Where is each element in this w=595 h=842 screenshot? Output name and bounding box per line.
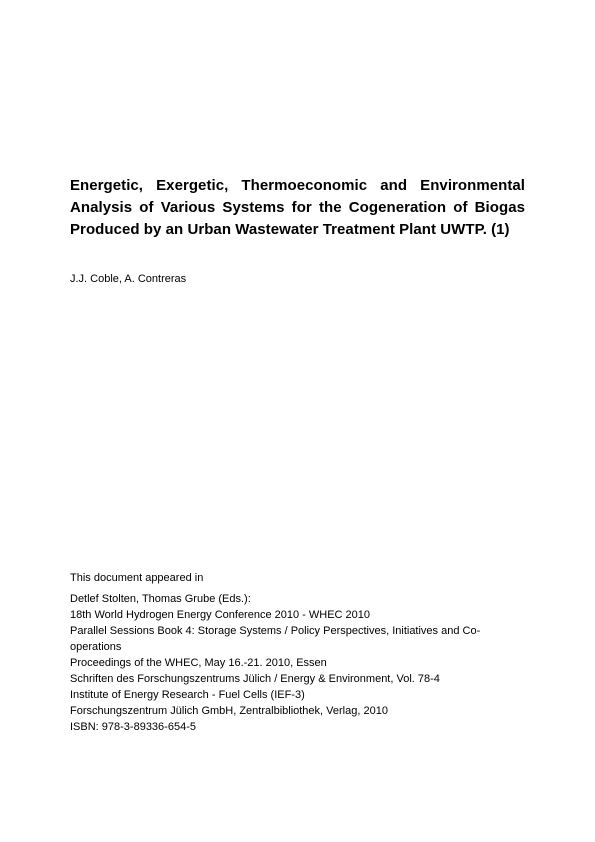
publication-details-list — [70, 591, 530, 735]
publication-editors: Detlef Stolten, Thomas Grube (Eds.): — [70, 593, 251, 605]
publication-info — [70, 571, 530, 735]
publication-conference: 18th World Hydrogen Energy Conference 2010 - WHEC 2010 — [70, 609, 371, 621]
publication-book: Parallel Sessions Book 4: Storage Systems / Policy Perspectives, Initiatives and Co-operations — [70, 625, 481, 653]
publication-proceedings: Proceedings of the WHEC, May 16.-21. 2010, Essen — [70, 657, 327, 669]
paper-title: Energetic, Exergetic, Thermoeconomic and Environmental Analysis of Various Systems for the Cogeneration of Biogas Produced by an Urban Wastewater Treatment Plant UWTP. (1) — [70, 177, 525, 238]
publication-isbn: ISBN: 978-3-89336-654-5 — [70, 721, 196, 733]
publication-publisher: Forschungszentrum Jülich GmbH, Zentralbibliothek, Verlag, 2010 — [70, 705, 388, 717]
publication-institute: Institute of Energy Research - Fuel Cells (IEF-3) — [70, 689, 305, 701]
publication-intro: This document appeared in — [70, 572, 204, 584]
author-list: J.J. Coble, A. Contreras — [70, 273, 187, 285]
publication-series: Schriften des Forschungszentrums Jülich / Energy & Environment, Vol. 78-4 — [70, 673, 440, 685]
